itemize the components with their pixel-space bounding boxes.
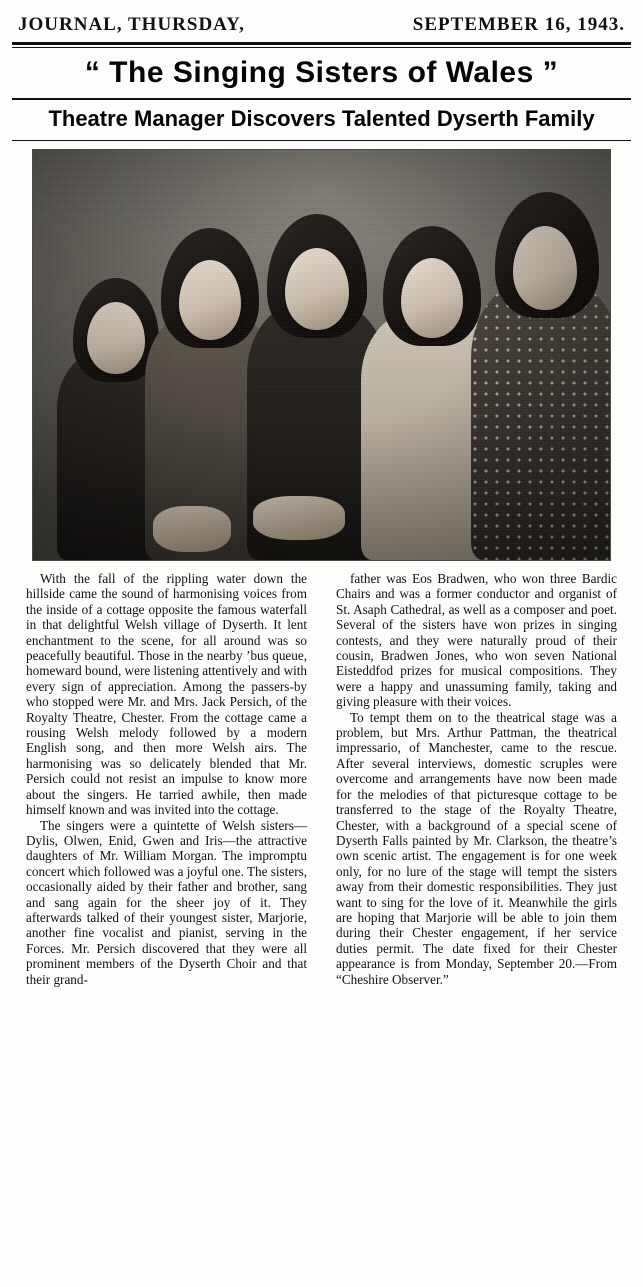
paragraph: With the fall of the rippling water down the hillside came the sound of harmonising voices from the inside of a cottage opposite the famous waterfall in that delightful Welsh village of Dyserth. It lent enchantment to the scene, for all around was so peacefully beautiful. Those in the nearby ’bus queue, homeward bound, were listening attentively and with every sign of appreciation. Among the passers-by who stopped were Mr. and Mrs. Jack Persich, of the Royalty Theatre, Chester. From the cottage came a rousing Welsh melody followed by a modern English song, and then more Welsh airs. The harmonising was so delicately blended that Mr. Persich could not resist an impulse to know more about the singers. He tarried awhile, then made himself known and was invited into the cottage. <box>26 571 308 818</box>
masthead <box>12 8 631 40</box>
column-divider <box>321 571 322 987</box>
paragraph: The singers were a quintette of Welsh sisters—Dylis, Olwen, Enid, Gwen and Iris—the attractive daughters of Mr. William Morgan. The impromptu concert which followed was a joyful one. The sisters, occasionally aided by their father and brother, sang and sang again for the sheer joy of it. They afterwards talked of their youngest sister, Marjorie, another fine vocalist and pianist, serving in the Forces. Mr. Persich discovered that they were all prominent members of the Dyserth Choir and that their grand- <box>26 817 308 987</box>
article-body <box>12 571 631 987</box>
subheadline: Theatre Manager Discovers Talented Dyserth Family <box>48 106 595 131</box>
rule-below-headline <box>12 98 631 100</box>
paragraph: father was Eos Bradwen, who won three Bardic Chairs and was a former conductor and organist of St. Asaph Cathedral, as well as a composer and poet. Several of the sisters have won prizes in singing contests, and they were naturally proud of their cousin, Bradwen Jones, who won seven National Eisteddfod prizes for musical compositions. They were a happy and unassuming family, taking and giving pleasure with their voices. <box>335 571 618 710</box>
rule-thin-top <box>12 47 631 48</box>
rule-below-subheadline <box>12 140 631 141</box>
article-column-left <box>26 571 307 987</box>
rule-thick-top <box>12 42 631 45</box>
photo-vignette-overlay <box>33 150 610 560</box>
page-title: “ The Singing Sisters of Wales ” <box>84 56 559 89</box>
article-column-right <box>336 571 617 987</box>
paragraph: To tempt them on to the theatrical stage was a problem, but Mrs. Arthur Pattman, the theatrical impressario, of Manchester, came to the rescue. After several interviews, domestic scruples were overcome and arrangements have now been made for the melodies of that picturesque cottage to be transferred to the stage of the Royalty Theatre, Chester, with a background of a special scene of Dyserth Falls painted by Mr. Clarkson, the theatre’s own scenic artist. The engagement is for one week only, for no lure of the stage will tempt the sisters away from their domestic responsibilities. They just want to sing for the love of it. Meanwhile the girls are hoping that Marjorie will be able to join them during their Chester engagement, if her service duties permit. The date fixed for their Chester appearance is from Monday, September 20.—From “Cheshire Observer.” <box>335 709 618 987</box>
article-photo <box>32 149 611 561</box>
masthead-publication-date-left: JOURNAL, THURSDAY, <box>18 14 245 35</box>
masthead-publication-date-right: SEPTEMBER 16, 1943. <box>412 14 625 35</box>
